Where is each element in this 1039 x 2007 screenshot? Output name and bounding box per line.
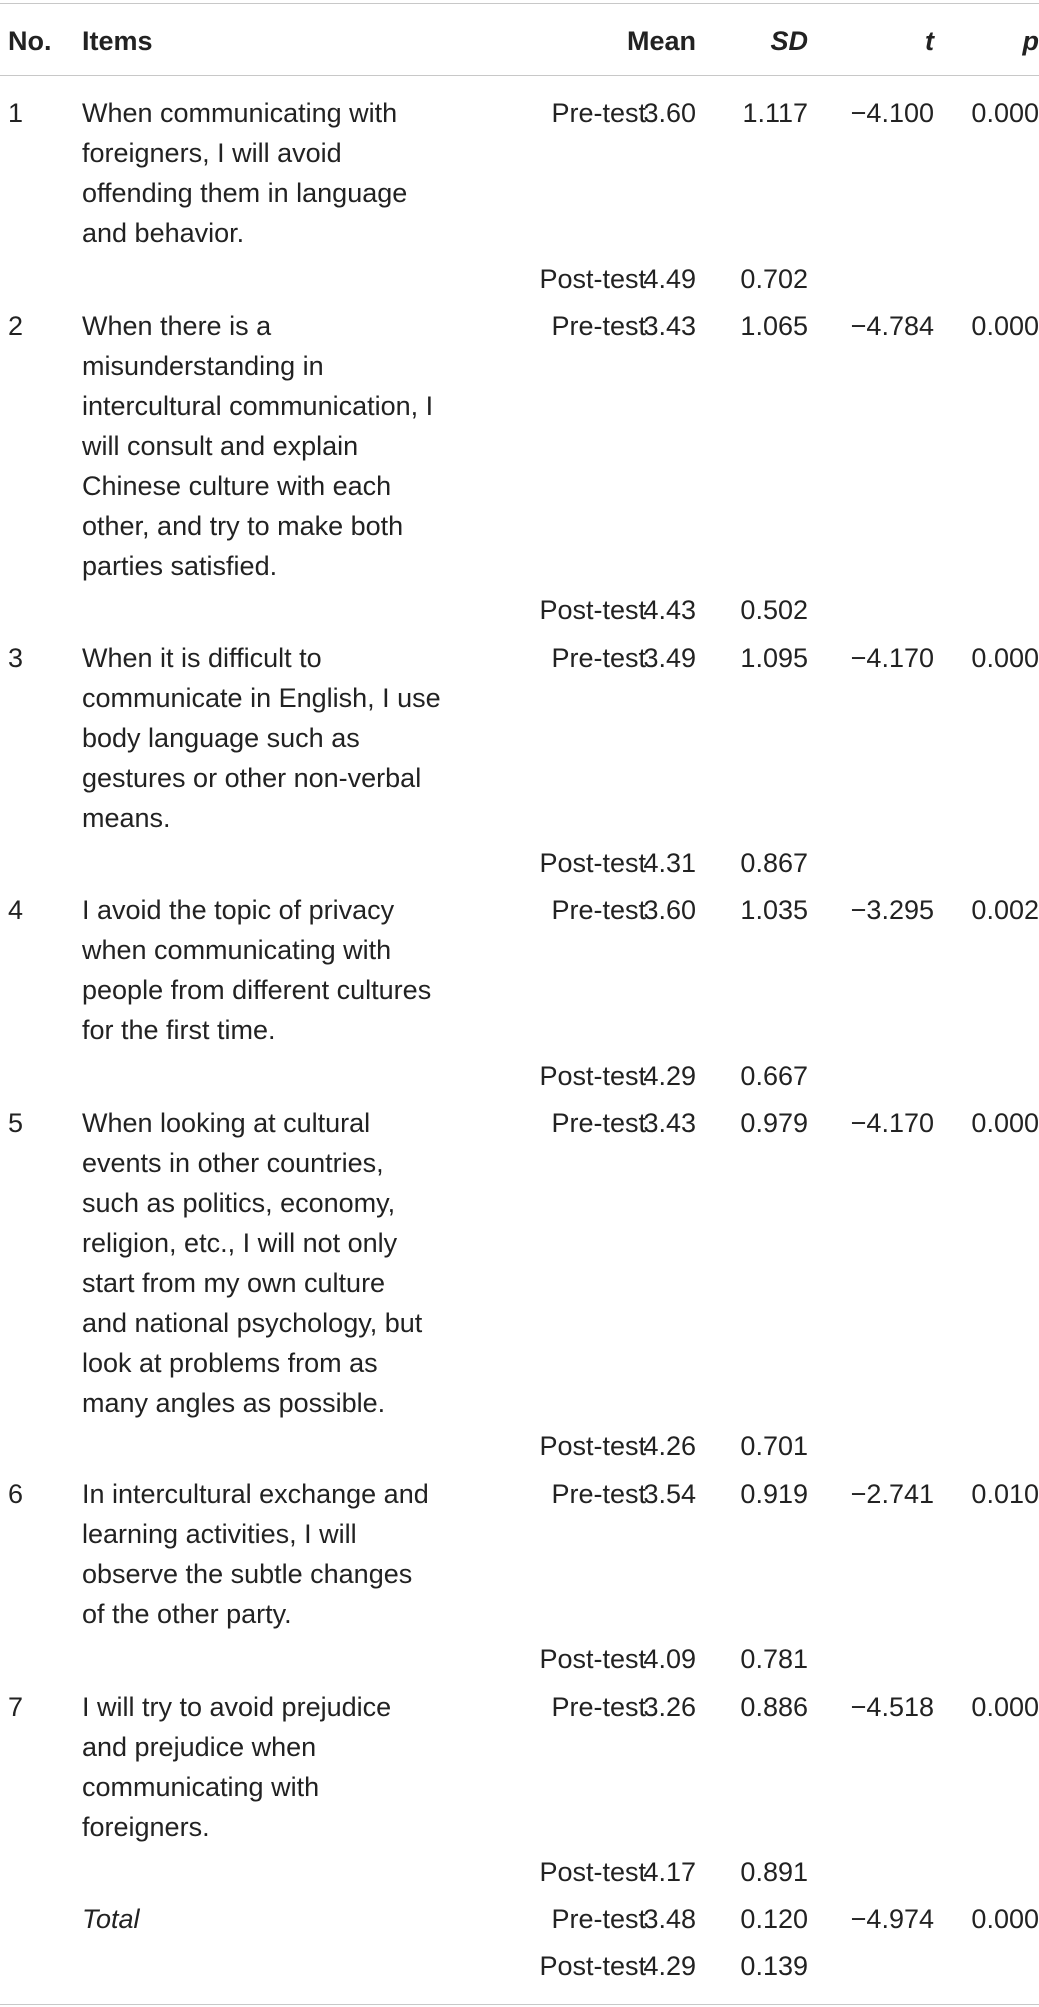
pre-test-label: Pre-test (551, 1904, 646, 1934)
post-test-sd: 0.139 (740, 1951, 808, 1981)
post-test-mean: 4.29 (643, 1951, 696, 1981)
header-no: No. (8, 26, 52, 56)
p-value: 0.010 (971, 1479, 1039, 1509)
pre-test-sd: 1.065 (740, 311, 808, 341)
bottom-rule (0, 2004, 1039, 2005)
header-sd: SD (770, 26, 808, 56)
item-text: I avoid the topic of privacy when communicating with people from different cultures for the first time. (82, 895, 432, 1045)
pre-test-mean: 3.54 (643, 1479, 696, 1509)
t-value: −3.295 (850, 895, 934, 925)
pre-test-label: Pre-test (551, 311, 646, 341)
pre-test-sd: 0.886 (740, 1692, 808, 1722)
p-value: 0.000 (971, 1904, 1039, 1934)
row-number: 2 (8, 311, 24, 341)
header-items: Items (82, 26, 153, 56)
pre-test-label: Pre-test (551, 895, 646, 925)
pre-test-label: Pre-test (551, 98, 646, 128)
pre-test-label: Pre-test (551, 1108, 646, 1138)
t-value: −4.100 (850, 98, 934, 128)
pre-test-mean: 3.60 (643, 895, 696, 925)
pre-test-mean: 3.26 (643, 1692, 696, 1722)
row-number: 3 (8, 643, 24, 673)
item-text: When communicating with foreigners, I will avoid offending them in language and behavior. (82, 98, 408, 248)
t-value: −4.784 (850, 311, 934, 341)
item-text: I will try to avoid prejudice and prejudice when communicating with foreigners. (82, 1692, 392, 1842)
post-test-mean: 4.49 (643, 264, 696, 294)
post-test-sd: 0.502 (740, 595, 808, 625)
post-test-label: Post-test (539, 1644, 646, 1674)
pre-test-sd: 0.919 (740, 1479, 808, 1509)
post-test-sd: 0.667 (740, 1061, 808, 1091)
pre-test-mean: 3.43 (643, 311, 696, 341)
t-value: −4.170 (850, 1108, 934, 1138)
pre-test-label: Pre-test (551, 1692, 646, 1722)
total-label: Total (82, 1904, 140, 1934)
t-value: −4.518 (850, 1692, 934, 1722)
post-test-label: Post-test (539, 1431, 646, 1461)
pre-test-label: Pre-test (551, 1479, 646, 1509)
item-text: When it is difficult to communicate in English, I use body language such as gestures or other non-verbal means. (82, 643, 441, 833)
row-number: 5 (8, 1108, 24, 1138)
pre-test-mean: 3.43 (643, 1108, 696, 1138)
post-test-mean: 4.31 (643, 848, 696, 878)
post-test-label: Post-test (539, 264, 646, 294)
post-test-sd: 0.702 (740, 264, 808, 294)
top-rule (0, 3, 1039, 4)
item-text: When looking at cultural events in other countries, such as politics, economy, religion, etc., I will not only start from my own culture and national psychology, but look at problems from as many angles as possible. (82, 1108, 423, 1418)
pre-test-mean: 3.60 (643, 98, 696, 128)
t-value: −2.741 (850, 1479, 934, 1509)
header-p: p (1022, 26, 1039, 56)
post-test-sd: 0.781 (740, 1644, 808, 1674)
post-test-label: Post-test (539, 595, 646, 625)
post-test-label: Post-test (539, 1061, 646, 1091)
t-value: −4.170 (850, 643, 934, 673)
pre-test-sd: 0.120 (740, 1904, 808, 1934)
p-value: 0.002 (971, 895, 1039, 925)
header-rule (0, 75, 1039, 76)
p-value: 0.000 (971, 98, 1039, 128)
t-value: −4.974 (850, 1904, 934, 1934)
pre-test-sd: 1.095 (740, 643, 808, 673)
post-test-mean: 4.09 (643, 1644, 696, 1674)
post-test-mean: 4.26 (643, 1431, 696, 1461)
post-test-mean: 4.17 (643, 1857, 696, 1887)
item-text: In intercultural exchange and learning activities, I will observe the subtle changes of the other party. (82, 1479, 429, 1629)
post-test-mean: 4.43 (643, 595, 696, 625)
pre-test-sd: 1.035 (740, 895, 808, 925)
post-test-label: Post-test (539, 1857, 646, 1887)
post-test-sd: 0.701 (740, 1431, 808, 1461)
post-test-sd: 0.891 (740, 1857, 808, 1887)
pre-test-mean: 3.49 (643, 643, 696, 673)
p-value: 0.000 (971, 1692, 1039, 1722)
pre-test-sd: 1.117 (742, 98, 808, 128)
row-number: 7 (8, 1692, 24, 1722)
p-value: 0.000 (971, 311, 1039, 341)
p-value: 0.000 (971, 643, 1039, 673)
header-t: t (925, 26, 934, 56)
row-number: 4 (8, 895, 24, 925)
row-number: 1 (8, 98, 24, 128)
row-number: 6 (8, 1479, 24, 1509)
post-test-label: Post-test (539, 848, 646, 878)
header-mean: Mean (626, 26, 696, 56)
pre-test-sd: 0.979 (740, 1108, 808, 1138)
p-value: 0.000 (971, 1108, 1039, 1138)
post-test-sd: 0.867 (740, 848, 808, 878)
item-text: When there is a misunderstanding in intercultural communication, I will consult and explain Chinese culture with each other, and try to make both parties satisfied. (82, 311, 434, 581)
pre-test-mean: 3.48 (643, 1904, 696, 1934)
pre-test-label: Pre-test (551, 643, 646, 673)
post-test-mean: 4.29 (643, 1061, 696, 1091)
post-test-label: Post-test (539, 1951, 646, 1981)
